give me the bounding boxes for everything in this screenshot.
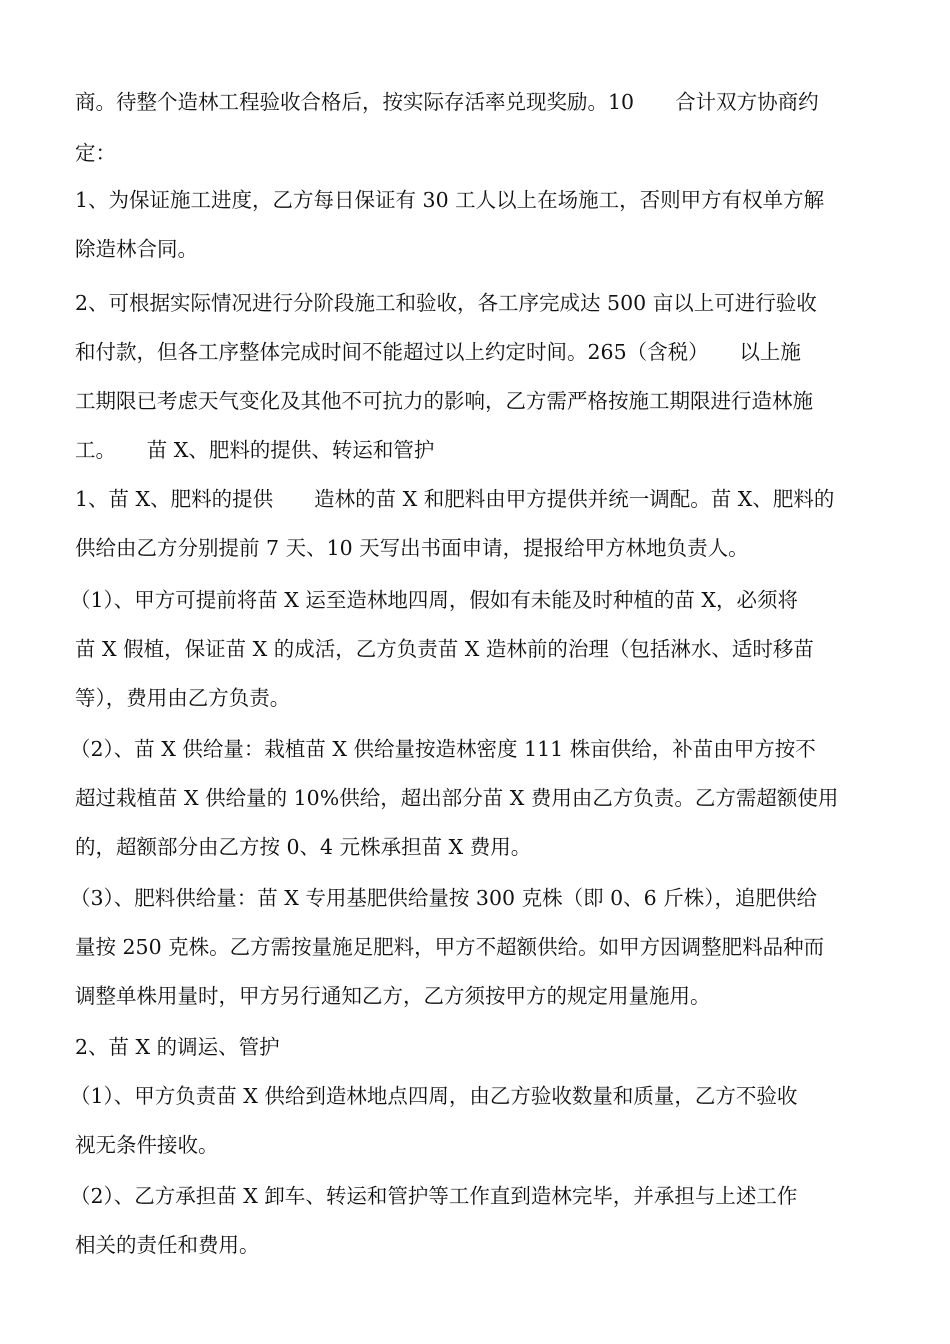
text-line: 定： <box>75 141 116 165</box>
text-line: 2、可根据实际情况进行分阶段施工和验收，各工序完成达 500 亩以上可进行验收 <box>75 291 817 315</box>
text-line: （1）、甲方可提前将苗 X 运至造林地四周，假如有未能及时种植的苗 X，必须将 <box>70 588 799 612</box>
text-line: （1）、甲方负责苗 X 供给到造林地点四周，由乙方验收数量和质量，乙方不验收 <box>70 1084 798 1108</box>
text-line: （2）、苗 X 供给量：栽植苗 X 供给量按造林密度 111 株亩供给，补苗由甲方按不 <box>70 737 816 761</box>
text-line: 商。待整个造林工程验收合格后，按实际存活率兑现奖励。10 合计双方协商约 <box>75 90 819 114</box>
text-line: （2）、乙方承担苗 X 卸车、转运和管护等工作直到造林完毕，并承担与上述工作 <box>70 1184 798 1208</box>
text-line: 工期限已考虑天气变化及其他不可抗力的影响，乙方需严格按施工期限进行造林施 <box>75 389 813 413</box>
text-line: 等），费用由乙方负责。 <box>75 686 291 710</box>
text-line: 除造林合同。 <box>75 237 198 261</box>
text-line: 和付款，但各工序整体完成时间不能超过以上约定时间。265（含税） 以上施 <box>75 340 801 364</box>
text-line: 量按 250 克株。乙方需按量施足肥料，甲方不超额供给。如甲方因调整肥料品种而 <box>75 935 825 959</box>
text-line: 相关的责任和费用。 <box>75 1233 260 1257</box>
text-line: 视无条件接收。 <box>75 1133 219 1157</box>
text-line: 苗 X 假植，保证苗 X 的成活，乙方负责苗 X 造林前的治理（包括淋水、适时移苗 <box>75 637 814 661</box>
text-line: 2、苗 X 的调运、管护 <box>75 1035 280 1059</box>
text-line: 的，超额部分由乙方按 0、4 元株承担苗 X 费用。 <box>75 835 532 859</box>
text-line: （3）、肥料供给量：苗 X 专用基肥供给量按 300 克株（即 0、6 斤株），追肥供给 <box>70 886 817 910</box>
text-line: 1、苗 X、肥料的提供 造林的苗 X 和肥料由甲方提供并统一调配。苗 X、肥料的 <box>75 487 835 511</box>
section-heading: 工。 苗 X、肥料的提供、转运和管护 <box>75 438 435 462</box>
text-line: 供给由乙方分别提前 7 天、10 天写出书面申请，提报给甲方林地负责人。 <box>75 536 749 560</box>
text-line: 调整单株用量时，甲方另行通知乙方，乙方须按甲方的规定用量施用。 <box>75 984 711 1008</box>
text-line: 超过栽植苗 X 供给量的 10%供给，超出部分苗 X 费用由乙方负责。乙方需超额使用 <box>75 786 839 810</box>
text-line: 1、为保证施工进度，乙方每日保证有 30 工人以上在场施工，否则甲方有权单方解 <box>75 188 825 212</box>
